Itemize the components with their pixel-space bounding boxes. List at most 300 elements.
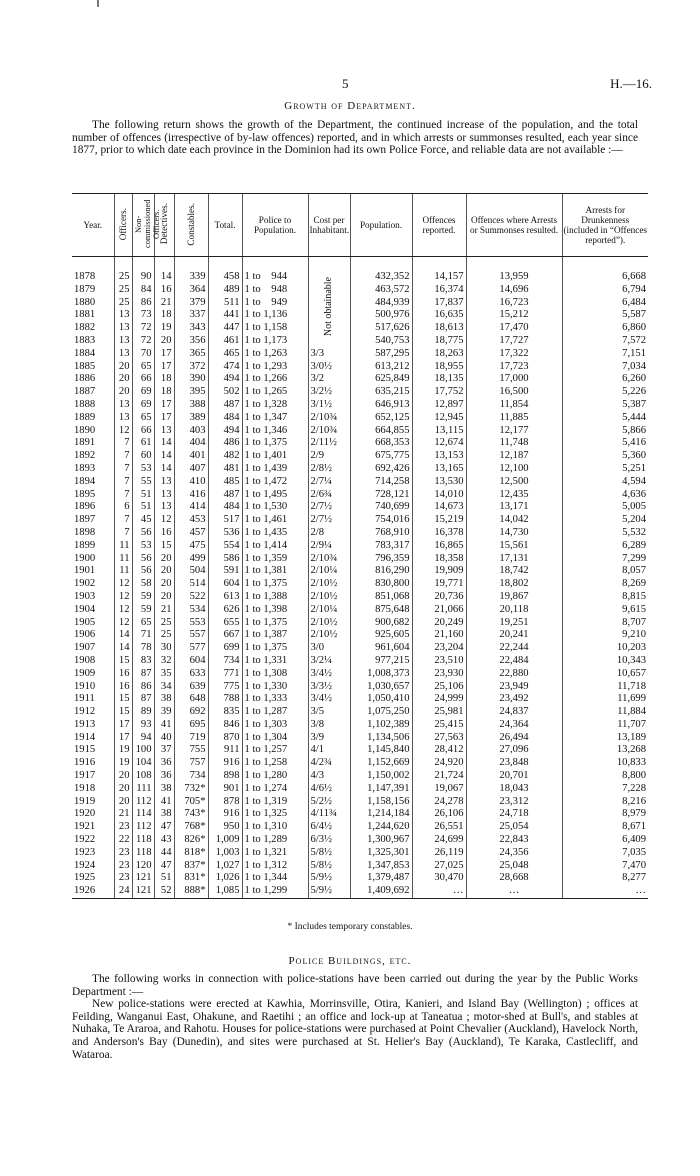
cell-constables: 410: [174, 476, 208, 489]
cell-offences: 24,699: [412, 834, 466, 847]
cell-officers: 11: [114, 553, 132, 566]
cell-ratio: 1 to 1,321: [242, 847, 308, 860]
cell-offences: 25,415: [412, 719, 466, 732]
cell-total: 487: [208, 399, 242, 412]
header-total: Total.: [208, 194, 242, 257]
cell-cost: 5/9½: [308, 885, 350, 898]
table-row: [72, 604, 648, 617]
cell-year: 1893: [74, 462, 96, 474]
cell-cost: 6/3½: [308, 834, 350, 847]
cell-officers: 16: [114, 681, 132, 694]
cell-arrests: 11,748: [466, 437, 562, 450]
cell-ratio: 1 to 1,381: [242, 565, 308, 578]
cell-offences: 12,897: [412, 399, 466, 412]
cell-drunkenness: 5,416: [562, 437, 648, 450]
cell-population: 432,352: [350, 271, 412, 284]
cell-drunkenness: 10,833: [562, 757, 648, 770]
cell-officers: 7: [114, 489, 132, 502]
cell-drunkenness: 7,151: [562, 348, 648, 361]
cell-cost: 3/3: [308, 348, 350, 361]
cell-arrests: 15,212: [466, 309, 562, 322]
cell-offences: 30,470: [412, 872, 466, 885]
cell-nco: 66: [132, 425, 154, 438]
cell-constables: 732*: [174, 783, 208, 796]
cell-arrests: 12,187: [466, 450, 562, 463]
table-row: [72, 617, 648, 630]
cell-nco: 58: [132, 578, 154, 591]
cell-constables: 826*: [174, 834, 208, 847]
cell-total: 484: [208, 412, 242, 425]
cell-total: 846: [208, 719, 242, 732]
cell-population: 484,939: [350, 297, 412, 310]
cell-detectives: 41: [154, 796, 174, 809]
cell-offences: 25,981: [412, 706, 466, 719]
cell-drunkenness: 10,203: [562, 642, 648, 655]
cell-nco: 86: [132, 681, 154, 694]
cell-drunkenness: 5,387: [562, 399, 648, 412]
cell-total: 775: [208, 681, 242, 694]
cell-offences: 19,909: [412, 565, 466, 578]
cell-drunkenness: …: [562, 885, 648, 898]
cell-total: 484: [208, 501, 242, 514]
cell-detectives: 19: [154, 322, 174, 335]
cell-population: 1,102,389: [350, 719, 412, 732]
header-ratio: Police to Population.: [242, 194, 308, 257]
cell-offences: 23,204: [412, 642, 466, 655]
cell-detectives: 38: [154, 808, 174, 821]
cell-offences: 16,865: [412, 540, 466, 553]
cell-arrests: 18,043: [466, 783, 562, 796]
cell-drunkenness: 11,699: [562, 693, 648, 706]
cell-cost: 2/10½: [308, 629, 350, 642]
cell-cost: 5/8½: [308, 847, 350, 860]
cell-population: 977,215: [350, 655, 412, 668]
table-row: [72, 642, 648, 655]
cell-cost: 2/8: [308, 527, 350, 540]
cell-nco: 111: [132, 783, 154, 796]
cell-arrests: 23,312: [466, 796, 562, 809]
cell-offences: 18,775: [412, 335, 466, 348]
cell-offences: 16,374: [412, 284, 466, 297]
cell-ratio: 1 to 1,328: [242, 399, 308, 412]
cell-ratio: 1 to 1,333: [242, 693, 308, 706]
header-detectives: Detectives.: [154, 194, 174, 257]
cell-year: 1885: [74, 360, 96, 372]
cell-cost: 2/10¼: [308, 604, 350, 617]
cell-total: 655: [208, 617, 242, 630]
cell-drunkenness: 8,269: [562, 578, 648, 591]
cell-population: 1,379,487: [350, 872, 412, 885]
cell-ratio: 1 to 1,346: [242, 425, 308, 438]
cell-arrests: 16,500: [466, 386, 562, 399]
cell-total: 898: [208, 770, 242, 783]
cell-year: 1901: [74, 565, 96, 577]
cell-officers: 7: [114, 463, 132, 476]
cell-ratio: 1 to 948: [242, 284, 308, 297]
cell-detectives: 21: [154, 297, 174, 310]
cell-arrests: 22,880: [466, 668, 562, 681]
cell-ratio: 1 to 1,461: [242, 514, 308, 527]
cell-ratio: 1 to 1,319: [242, 796, 308, 809]
cell-year: 1905: [74, 616, 96, 628]
cell-drunkenness: 5,444: [562, 412, 648, 425]
cell-offences: 13,153: [412, 450, 466, 463]
cell-nco: 45: [132, 514, 154, 527]
cell-ratio: 1 to 949: [242, 297, 308, 310]
cell-year: 1919: [74, 795, 96, 807]
cell-constables: 457: [174, 527, 208, 540]
cell-constables: 416: [174, 489, 208, 502]
table-row: [72, 335, 648, 348]
cell-year: 1882: [74, 322, 96, 334]
cell-detectives: 30: [154, 642, 174, 655]
cell-offences: 18,358: [412, 553, 466, 566]
cell-detectives: 20: [154, 578, 174, 591]
cell-nco: 104: [132, 757, 154, 770]
cell-cost: 4/1: [308, 744, 350, 757]
cell-year: 1910: [74, 680, 96, 692]
cell-total: 870: [208, 732, 242, 745]
cell-year: 1915: [74, 744, 96, 756]
cell-nco: 61: [132, 437, 154, 450]
cell-drunkenness: 4,636: [562, 489, 648, 502]
cell-population: 646,913: [350, 399, 412, 412]
cell-year: 1923: [74, 846, 96, 858]
cell-population: 1,075,250: [350, 706, 412, 719]
cell-officers: 21: [114, 808, 132, 821]
table-row: [72, 578, 648, 591]
cell-arrests: 20,118: [466, 604, 562, 617]
cell-detectives: 21: [154, 604, 174, 617]
cell-drunkenness: 6,260: [562, 373, 648, 386]
table-row: [72, 796, 648, 809]
cell-ratio: 1 to 1,304: [242, 732, 308, 745]
cell-detectives: 14: [154, 271, 174, 284]
cell-constables: 705*: [174, 796, 208, 809]
cell-detectives: 20: [154, 565, 174, 578]
cell-total: 901: [208, 783, 242, 796]
cell-detectives: 13: [154, 489, 174, 502]
cell-drunkenness: 8,800: [562, 770, 648, 783]
cell-drunkenness: 13,268: [562, 744, 648, 757]
cell-population: 1,150,002: [350, 770, 412, 783]
cell-nco: 56: [132, 527, 154, 540]
cell-ratio: 1 to 1,280: [242, 770, 308, 783]
cell-drunkenness: 6,860: [562, 322, 648, 335]
cell-drunkenness: 5,226: [562, 386, 648, 399]
cell-offences: 19,771: [412, 578, 466, 591]
cell-ratio: 1 to 1,331: [242, 655, 308, 668]
table-row: [72, 834, 648, 847]
cell-drunkenness: 5,360: [562, 450, 648, 463]
cell-officers: 19: [114, 757, 132, 770]
cell-constables: 604: [174, 655, 208, 668]
cell-detectives: 47: [154, 860, 174, 873]
cell-constables: 339: [174, 271, 208, 284]
cell-cost: 3/2½: [308, 386, 350, 399]
table-row: [72, 297, 648, 310]
cell-cost: 5/8½: [308, 860, 350, 873]
cell-drunkenness: 11,707: [562, 719, 648, 732]
cell-detectives: 12: [154, 514, 174, 527]
cell-cost: 3/8: [308, 719, 350, 732]
cell-detectives: 18: [154, 386, 174, 399]
cell-constables: 755: [174, 744, 208, 757]
cell-cost: 2/9¼: [308, 540, 350, 553]
cell-total: 771: [208, 668, 242, 681]
cell-arrests: 14,042: [466, 514, 562, 527]
header-constables: Constables.: [174, 194, 208, 257]
cell-ratio: 1 to 1,265: [242, 386, 308, 399]
cell-offences: 23,930: [412, 668, 466, 681]
cell-officers: 15: [114, 693, 132, 706]
cell-population: 768,910: [350, 527, 412, 540]
cell-population: 1,030,657: [350, 681, 412, 694]
cell-constables: 404: [174, 437, 208, 450]
cell-constables: 337: [174, 309, 208, 322]
header-arrests: Offences where Arrests or Summonses resulted.: [466, 194, 562, 257]
section-heading-buildings: Police Buildings, etc.: [288, 955, 412, 967]
cell-population: 652,125: [350, 412, 412, 425]
cell-year: 1899: [74, 539, 96, 551]
cell-ratio: 1 to 1,359: [242, 553, 308, 566]
table-footnote: * Includes temporary constables.: [287, 922, 413, 932]
cell-ratio: 1 to 1,136: [242, 309, 308, 322]
cell-detectives: 38: [154, 783, 174, 796]
cell-officers: 23: [114, 872, 132, 885]
cell-cost: 5/9½: [308, 872, 350, 885]
cell-cost: 2/10¼: [308, 565, 350, 578]
cell-arrests: 22,244: [466, 642, 562, 655]
cell-year: 1891: [74, 437, 96, 449]
document-reference: H.—16.: [610, 76, 652, 91]
cell-population: 500,976: [350, 309, 412, 322]
cell-constables: 475: [174, 540, 208, 553]
cell-arrests: 20,241: [466, 629, 562, 642]
cell-population: 714,258: [350, 476, 412, 489]
cell-arrests: 22,484: [466, 655, 562, 668]
cell-total: 878: [208, 796, 242, 809]
cell-total: 554: [208, 540, 242, 553]
cell-ratio: 1 to 1,158: [242, 322, 308, 335]
cell-constables: 453: [174, 514, 208, 527]
cell-cost-not-obtainable: Not obtainable: [308, 271, 350, 348]
cell-population: 900,682: [350, 617, 412, 630]
cell-ratio: 1 to 1,435: [242, 527, 308, 540]
cell-constables: 577: [174, 642, 208, 655]
cell-offences: 26,119: [412, 847, 466, 860]
cell-offences: …: [412, 885, 466, 898]
cell-drunkenness: 8,979: [562, 808, 648, 821]
table-row: [72, 540, 648, 553]
cell-officers: 13: [114, 309, 132, 322]
cell-total: 1,027: [208, 860, 242, 873]
cell-cost: 4/2¾: [308, 757, 350, 770]
cell-year: 1914: [74, 731, 96, 743]
table-row: [72, 655, 648, 668]
cell-arrests: 11,854: [466, 399, 562, 412]
cell-constables: 534: [174, 604, 208, 617]
cell-ratio: 1 to 1,310: [242, 821, 308, 834]
cell-population: 1,409,692: [350, 885, 412, 898]
cell-detectives: 20: [154, 591, 174, 604]
cell-year: 1902: [74, 578, 96, 590]
cell-arrests: 17,723: [466, 361, 562, 374]
cell-ratio: 1 to 1,387: [242, 629, 308, 642]
cell-year: 1889: [74, 411, 96, 423]
table-row: [72, 553, 648, 566]
cell-drunkenness: 7,035: [562, 847, 648, 860]
cell-nco: 71: [132, 629, 154, 642]
cell-population: 1,050,410: [350, 693, 412, 706]
cell-ratio: 1 to 1,414: [242, 540, 308, 553]
cell-offences: 20,736: [412, 591, 466, 604]
cell-arrests: …: [466, 885, 562, 898]
cell-officers: 14: [114, 642, 132, 655]
cell-constables: 390: [174, 373, 208, 386]
table-row: [72, 783, 648, 796]
cell-nco: 56: [132, 565, 154, 578]
cell-nco: 65: [132, 412, 154, 425]
cell-detectives: 13: [154, 476, 174, 489]
cell-offences: 21,160: [412, 629, 466, 642]
cell-offences: 25,106: [412, 681, 466, 694]
cell-drunkenness: 7,034: [562, 361, 648, 374]
cell-ratio: 1 to 1,375: [242, 642, 308, 655]
table-row: [72, 744, 648, 757]
cell-arrests: 24,837: [466, 706, 562, 719]
cell-officers: 16: [114, 668, 132, 681]
cell-drunkenness: 8,671: [562, 821, 648, 834]
cell-total: 458: [208, 271, 242, 284]
cell-nco: 89: [132, 706, 154, 719]
cell-constables: 692: [174, 706, 208, 719]
cell-ratio: 1 to 1,303: [242, 719, 308, 732]
cell-ratio: 1 to 1,375: [242, 617, 308, 630]
cell-cost: 3/2: [308, 373, 350, 386]
cell-detectives: 16: [154, 284, 174, 297]
cell-offences: 17,837: [412, 297, 466, 310]
cell-officers: 7: [114, 476, 132, 489]
table-row: [72, 463, 648, 476]
cell-nco: 59: [132, 604, 154, 617]
cell-nco: 55: [132, 476, 154, 489]
table-row: [72, 681, 648, 694]
cell-constables: 818*: [174, 847, 208, 860]
cell-detectives: 17: [154, 412, 174, 425]
cell-detectives: 14: [154, 437, 174, 450]
cell-constables: 743*: [174, 808, 208, 821]
cell-total: 481: [208, 463, 242, 476]
cell-total: 461: [208, 335, 242, 348]
cell-total: 487: [208, 489, 242, 502]
cell-detectives: 16: [154, 527, 174, 540]
cell-officers: 12: [114, 578, 132, 591]
cell-detectives: 20: [154, 335, 174, 348]
cell-arrests: 18,802: [466, 578, 562, 591]
cell-offences: 24,920: [412, 757, 466, 770]
cell-officers: 20: [114, 796, 132, 809]
table-row: [72, 732, 648, 745]
cell-cost: 3/0: [308, 642, 350, 655]
cell-year: 1896: [74, 501, 96, 513]
cell-officers: 19: [114, 744, 132, 757]
cell-population: 740,699: [350, 501, 412, 514]
cell-detectives: 41: [154, 719, 174, 732]
cell-nco: 83: [132, 655, 154, 668]
table-row: [72, 629, 648, 642]
cell-cost: 5/2½: [308, 796, 350, 809]
cell-year: 1878: [74, 271, 96, 282]
table-row: [72, 399, 648, 412]
cell-total: 591: [208, 565, 242, 578]
cell-drunkenness: 9,615: [562, 604, 648, 617]
cell-population: 1,244,620: [350, 821, 412, 834]
cell-nco: 78: [132, 642, 154, 655]
cell-constables: 757: [174, 757, 208, 770]
cell-year: 1906: [74, 629, 96, 641]
cell-nco: 53: [132, 463, 154, 476]
cell-nco: 66: [132, 373, 154, 386]
cell-arrests: 18,742: [466, 565, 562, 578]
cell-nco: 69: [132, 386, 154, 399]
cell-nco: 121: [132, 872, 154, 885]
cell-population: 830,800: [350, 578, 412, 591]
table-row: [72, 437, 648, 450]
cell-drunkenness: 5,532: [562, 527, 648, 540]
section-heading-growth: Growth of Department.: [284, 100, 416, 112]
cell-cost: 3/9: [308, 732, 350, 745]
table-row: [72, 271, 648, 284]
cell-officers: 13: [114, 399, 132, 412]
cell-year: 1926: [72, 885, 114, 898]
cell-offences: 21,724: [412, 770, 466, 783]
cell-detectives: 52: [154, 885, 174, 898]
cell-drunkenness: 7,299: [562, 553, 648, 566]
cell-drunkenness: 13,189: [562, 732, 648, 745]
cell-drunkenness: 10,343: [562, 655, 648, 668]
cell-drunkenness: 8,707: [562, 617, 648, 630]
cell-offences: 19,067: [412, 783, 466, 796]
table-row: [72, 719, 648, 732]
header-drunkenness: Arrests for Drunkenness (included in “Offences reported”).: [562, 194, 648, 257]
cell-drunkenness: 5,204: [562, 514, 648, 527]
cell-detectives: 17: [154, 399, 174, 412]
cell-nco: 51: [132, 501, 154, 514]
cell-constables: 388: [174, 399, 208, 412]
cell-offences: 27,563: [412, 732, 466, 745]
cell-year: 1907: [74, 642, 96, 654]
cell-ratio: 1 to 1,173: [242, 335, 308, 348]
cell-year: 1884: [74, 347, 96, 359]
cell-year: 1904: [74, 603, 96, 615]
table-row: [72, 284, 648, 297]
cell-officers: 20: [114, 783, 132, 796]
cell-officers: 7: [114, 450, 132, 463]
cell-detectives: 39: [154, 706, 174, 719]
cell-arrests: 16,723: [466, 297, 562, 310]
cell-cost: 3/1½: [308, 399, 350, 412]
table-row: [72, 348, 648, 361]
cell-detectives: 18: [154, 373, 174, 386]
cell-ratio: 1 to 944: [242, 271, 308, 284]
cell-cost: 3/2¼: [308, 655, 350, 668]
cell-total: 586: [208, 553, 242, 566]
cell-cost: 2/7½: [308, 501, 350, 514]
cell-ratio: 1 to 1,263: [242, 348, 308, 361]
cell-offences: 17,752: [412, 386, 466, 399]
table-row: [72, 693, 648, 706]
